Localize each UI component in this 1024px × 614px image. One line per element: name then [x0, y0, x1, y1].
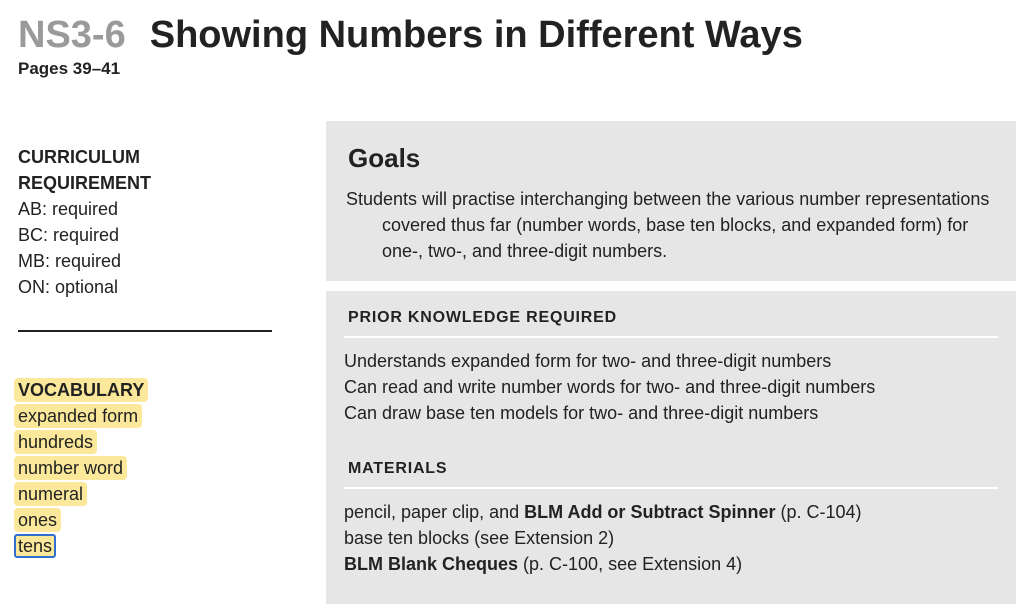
materials-item-1-suffix: (p. C-104)	[775, 502, 862, 522]
materials-heading: MATERIALS	[344, 460, 998, 489]
vocab-term-ones[interactable]: ones	[14, 508, 61, 532]
vocab-term-expanded-form[interactable]: expanded form	[14, 404, 142, 428]
prior-knowledge-item: Can read and write number words for two- and three-digit numbers	[344, 377, 876, 397]
materials-item-3-suffix: (p. C-100, see Extension 4)	[518, 554, 743, 574]
prior-knowledge-heading: PRIOR KNOWLEDGE REQUIRED	[344, 309, 998, 338]
materials-item-2: base ten blocks (see Extension 2)	[344, 528, 615, 548]
vocab-term-hundreds[interactable]: hundreds	[14, 430, 97, 454]
requirement-mb: MB: required	[18, 251, 122, 271]
materials-item-1-prefix: pencil, paper clip, and	[344, 502, 525, 522]
requirement-ab: AB: required	[18, 199, 119, 219]
prior-knowledge-item: Understands expanded form for two- and three-digit numbers	[344, 351, 832, 371]
vocabulary-list	[14, 378, 148, 560]
goals-panel	[326, 121, 1016, 281]
vocab-term-number-word[interactable]: number word	[14, 456, 127, 480]
materials-item-1	[344, 499, 998, 525]
blm-spinner-name: BLM Add or Subtract Spinner	[524, 502, 776, 522]
curriculum-heading-2: REQUIREMENT	[18, 173, 152, 193]
vocabulary-heading[interactable]: VOCABULARY	[14, 378, 148, 402]
curriculum-heading-1: CURRICULUM	[18, 147, 140, 167]
title-line	[18, 14, 803, 57]
curriculum-requirement	[18, 144, 278, 300]
page-header	[18, 14, 803, 79]
prior-knowledge-items	[344, 338, 998, 426]
prior-knowledge-panel	[326, 291, 1016, 604]
page-range: Pages 39–41	[18, 59, 121, 78]
requirement-bc: BC: required	[18, 225, 120, 245]
blm-cheques-name: BLM Blank Cheques	[344, 554, 519, 574]
vocab-term-numeral[interactable]: numeral	[14, 482, 87, 506]
materials-items	[344, 489, 998, 577]
goals-heading: Goals	[348, 143, 421, 173]
lesson-code: NS3-6	[18, 14, 126, 56]
requirement-on: ON: optional	[18, 277, 119, 297]
lesson-title: Showing Numbers in Different Ways	[149, 14, 803, 56]
vocab-term-tens-selected[interactable]: tens	[14, 534, 56, 558]
divider	[18, 330, 272, 332]
prior-knowledge-item: Can draw base ten models for two- and three-digit numbers	[344, 403, 819, 423]
materials-item-3	[344, 551, 998, 577]
goals-text: Students will practise interchanging between the various number representations covered thus far (number words, base ten blocks, and expanded form) for one-, two-, and three-digit numbers.	[346, 189, 990, 261]
